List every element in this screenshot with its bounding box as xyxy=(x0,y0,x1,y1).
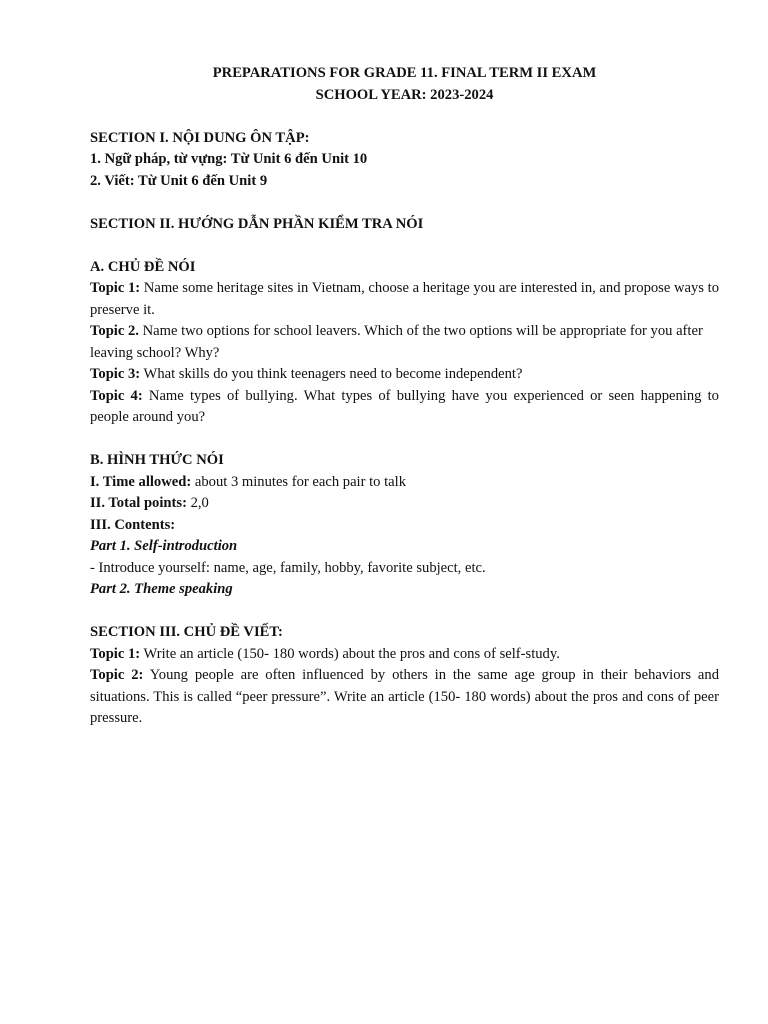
part2-label: Part 2. Theme speaking xyxy=(90,581,233,597)
speaking-topic-1 xyxy=(90,278,719,321)
speaking-topic-4 xyxy=(90,386,719,429)
section1-heading: SECTION I. NỘI DUNG ÔN TẬP: xyxy=(90,129,310,146)
topic-label: Topic 4: xyxy=(90,387,143,404)
topic-label: Topic 1: xyxy=(90,645,141,662)
time-value: about 3 minutes for each pair to talk xyxy=(191,473,407,490)
points-label: II. Total points: xyxy=(90,495,187,511)
school-year: SCHOOL YEAR: 2023-2024 xyxy=(315,86,494,103)
writing-topic-2 xyxy=(90,665,719,730)
part1-text: - Introduce yourself: name, age, family, hobby, favorite subject, etc. xyxy=(90,559,486,576)
section1-item2: 2. Viết: Từ Unit 6 đến Unit 9 xyxy=(90,172,268,189)
topic-text: What skills do you think teenagers need to become independent? xyxy=(140,366,523,382)
speaking-topic-2 xyxy=(90,321,719,364)
document-page xyxy=(90,63,719,730)
topic-text: Name two options for school leavers. Which of the two options will be appropriate for you after leaving school? Why? xyxy=(90,323,703,361)
section2-heading: SECTION II. HƯỚNG DẪN PHẦN KIỂM TRA NÓI xyxy=(90,215,424,232)
topic-text: Name types of bullying. What types of bullying have you experienced or seen happening to people around you? xyxy=(90,387,719,425)
contents-label: III. Contents: xyxy=(90,516,176,533)
topic-label: Topic 1: xyxy=(90,280,141,296)
speaking-topic-3 xyxy=(90,364,719,386)
topic-text: Write an article (150- 180 words) about the pros and cons of self-study. xyxy=(140,645,560,662)
topic-label: Topic 2: xyxy=(90,667,144,683)
part1-label: Part 1. Self-introduction xyxy=(90,538,238,554)
topic-label: Topic 3: xyxy=(90,366,141,382)
total-points xyxy=(90,493,719,515)
section3-heading: SECTION III. CHỦ ĐỀ VIẾT: xyxy=(90,624,283,640)
points-value: 2,0 xyxy=(186,495,209,511)
topic-text: Young people are often influenced by others in the same age group in their behaviors and situations. This is called “peer pressure”. Write an article (150- 180 words) about the pros and cons of peer pressure. xyxy=(90,667,719,726)
speaking-format-heading: B. HÌNH THỨC NÓI xyxy=(90,452,224,468)
time-label: I. Time allowed: xyxy=(90,473,192,490)
topic-text: Name some heritage sites in Vietnam, choose a heritage you are interested in, and propose ways to preserve it. xyxy=(90,280,719,318)
section1-item1: 1. Ngữ pháp, từ vựng: Từ Unit 6 đến Unit 10 xyxy=(90,151,368,167)
topic-label: Topic 2. xyxy=(90,323,139,339)
writing-topic-1 xyxy=(90,644,719,666)
document-title: PREPARATIONS FOR GRADE 11. FINAL TERM II EXAM xyxy=(212,65,597,81)
time-allowed xyxy=(90,472,719,494)
speaking-topics-heading: A. CHỦ ĐỀ NÓI xyxy=(90,258,196,275)
